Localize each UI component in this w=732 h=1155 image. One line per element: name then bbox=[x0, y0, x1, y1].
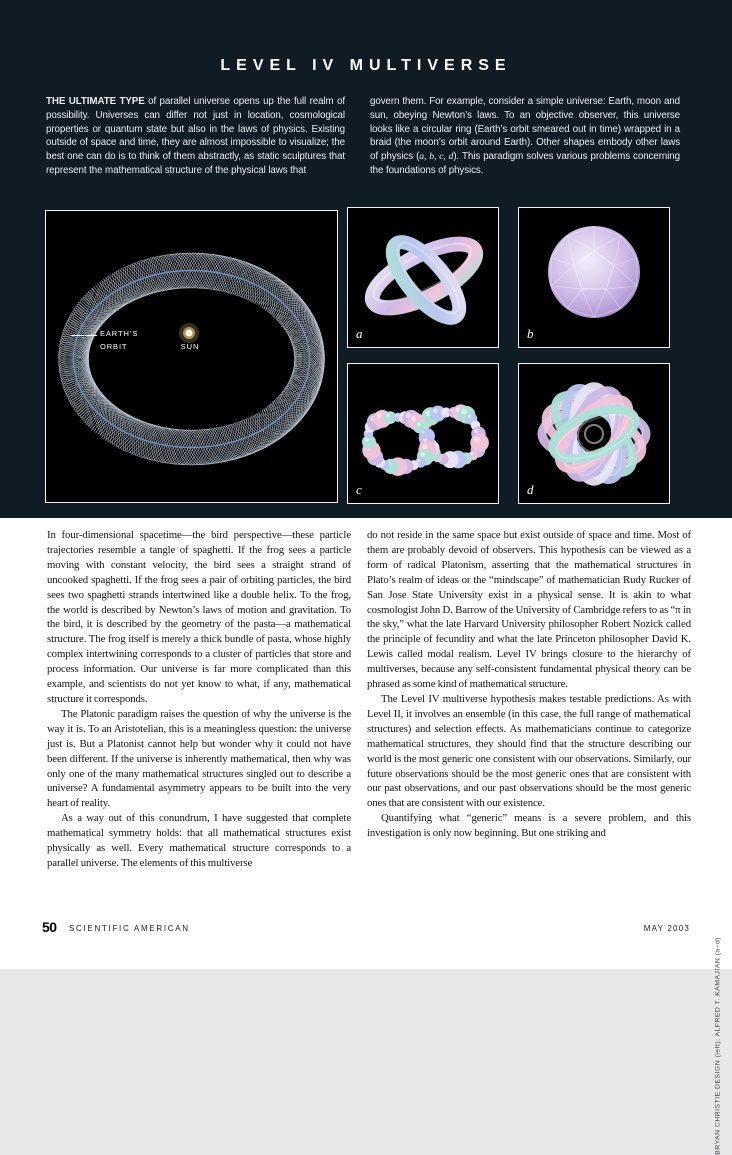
page-number: 50 bbox=[42, 919, 57, 935]
figure-panel-b bbox=[518, 207, 670, 348]
body-column-right bbox=[367, 528, 691, 841]
magazine-name: SCIENTIFIC AMERICAN bbox=[69, 924, 190, 933]
sun-label: SUN bbox=[180, 342, 200, 351]
orbit-figure-panel bbox=[45, 210, 338, 503]
page-title: LEVEL IV MULTIVERSE bbox=[220, 57, 512, 74]
swirl-ball-graphic bbox=[519, 364, 669, 503]
moon-braid-diagram bbox=[46, 211, 337, 502]
intro-left-text: of parallel universe opens up the full realm of possibility. Universes can differ not just in location, cosmological properties or quantum state but also in the laws of physics. Existing outside of space and time, they are almost impossible to visualize; the best one can do is to think of them abstractly, as static sculptures that represent the mathematical structure of the physical laws that bbox=[46, 96, 345, 176]
panel-label-a: a bbox=[356, 326, 363, 341]
body-paragraph: do not reside in the same space but exist outside of space and time. Most of them are probably devoid of observers. This hypothesis can be viewed as a form of radical Platonism, asserting that the mathematical structures in Plato’s realm of ideas or the “mindscape” of mathematician Rudy Rucker of San Jose State University exist in a physical sense. It is akin to what cosmologist John D. Barrow of the University of Cambridge refers to as “π in the sky,” what the late Harvard University philosopher Robert Nozick called the principle of fecundity and what the late Princeton philosopher David K. Lewis called modal realism. Level IV brings closure to the hierarchy of multiverses, because any self-consistent fundamental physical theory can be phrased as some kind of mathematical structure. bbox=[367, 529, 691, 691]
intro-lead-in: THE ULTIMATE TYPE bbox=[46, 96, 145, 107]
figure-panel-c bbox=[347, 363, 499, 504]
panel-label-c: c bbox=[356, 482, 362, 497]
intro-panel-refs: a, b, c, d bbox=[419, 151, 454, 163]
figure-panel-a bbox=[347, 207, 499, 348]
issue-date: MAY 2003 bbox=[643, 924, 690, 933]
twisted-torus-graphic bbox=[348, 208, 498, 347]
earths-orbit-label-line2: ORBIT bbox=[100, 342, 128, 351]
body-paragraph: The Platonic paradigm raises the question of why the universe is the way it is. To an Aristotelian, this is a meaningless question: the universe just is. But a Platonist cannot help but wonder why it could not have been different. If the universe is inherently mathematical, then why was only one of the many mathematical structures singled out to describe a universe? A fundamental asymmetry appears to be built into the very heart of reality. bbox=[47, 707, 351, 810]
intro-right-text-1: govern them. For example, consider a simple universe: Earth, moon and sun, obeying Newton’s laws. To an objective observer, this universe looks like a circular ring (Earth’s orbit smeared out in time) wrapped in a braid (the moon’s orbit around Earth). Other shapes embody other laws of physics ( bbox=[370, 96, 680, 163]
intro-right-column bbox=[370, 95, 680, 178]
body-paragraph: As a way out of this conundrum, I have suggested that complete mathematical symmetry holds: that all mathematical structures exist physically as well. Every mathematical structure corresponds to a parallel universe. The elements of this multiverse bbox=[47, 812, 351, 869]
faceted-polyhedron-graphic bbox=[519, 208, 669, 347]
body-paragraph: Quantifying what “generic” means is a severe problem, and this investigation is only now beginning. But one striking and bbox=[367, 812, 691, 840]
intro-right-text-2: ). This paradigm solves various problems concerning the foundations of physics. bbox=[370, 151, 680, 176]
panel-label-b: b bbox=[527, 326, 534, 341]
orbit-leader-line bbox=[71, 335, 97, 336]
body-paragraph: In four-dimensional spacetime—the bird perspective—these particle trajectories resemble a tangle of spaghetti. If the frog sees a particle moving with constant velocity, the bird sees a straight strand of uncooked spaghetti. If the frog sees a pair of orbiting particles, the bird sees two spaghetti strands intertwined like a double helix. To the frog, the world is described by Newton’s laws of motion and gravitation. To the bird, it is described by the geometry of the pasta—a mathematical structure. The frog itself is merely a thick bundle of pasta, whose highly complex intertwining corresponds to a cluster of particles that store and process information. Our universe is far more complicated than this example, and scientists do not yet know to what, if any, mathematical structure it corresponds. bbox=[47, 529, 351, 705]
lumpy-knot-graphic bbox=[348, 364, 498, 503]
illustration-credit: BRYAN CHRISTIE DESIGN (left); ALFRED T. KAMAJIAN (a–d) bbox=[715, 937, 722, 1155]
intro-left-column bbox=[46, 95, 345, 178]
earths-orbit-label-line1: EARTH’S bbox=[100, 329, 139, 338]
panel-label-d: d bbox=[527, 482, 534, 497]
earths-orbit-label bbox=[100, 327, 138, 353]
body-column-left bbox=[47, 528, 351, 871]
figure-panel-d bbox=[518, 363, 670, 504]
body-paragraph: The Level IV multiverse hypothesis makes testable predictions. As with Level II, it involves an ensemble (in this case, the full range of mathematical structures) and selection effects. As mathematicians continue to categorize mathematical structures, they should find that the structure describing our world is the most generic one consistent with our observations. Similarly, our future observations should be the most generic ones that are consistent with our past observations, and our past observations should be the most generic ones that are consistent with our existence. bbox=[367, 692, 691, 810]
